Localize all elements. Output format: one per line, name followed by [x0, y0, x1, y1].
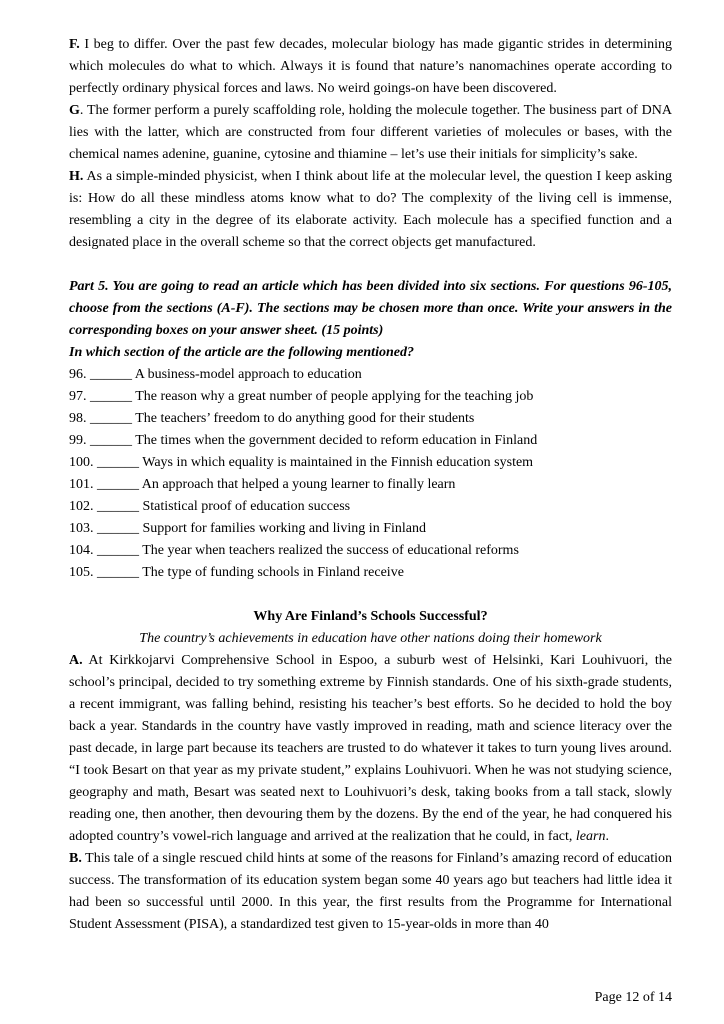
question-list — [69, 364, 672, 584]
section-letter: G — [69, 103, 80, 118]
paragraph-g — [69, 100, 672, 166]
question-item: 102. ______ Statistical proof of education success — [69, 499, 351, 514]
section-letter: A. — [69, 653, 83, 668]
paragraph-text: This tale of a single rescued child hints at some of the reasons for Finland’s amazing record of education success. The transformation of its education system began some 40 years ago but teachers had little idea it had been so successful until 2000. In this year, the first results from the Programme for International Student Assessment (PISA), a standardized test given to 15-year-olds in more than 40 — [69, 851, 672, 932]
document-page — [69, 34, 672, 936]
section-letter: B. — [69, 851, 82, 866]
question-item: 101. ______ An approach that helped a young learner to finally learn — [69, 477, 456, 492]
paragraph-f — [69, 34, 672, 100]
question-item: 104. ______ The year when teachers realized the success of educational reforms — [69, 543, 519, 558]
paragraph-text: I beg to differ. Over the past few decades, molecular biology has made gigantic strides in determining which molecules do what to which. Always it is found that nature’s nanomachines operate according to perfectly ordinary physical forces and laws. No weird goings-on have been discovered. — [69, 37, 672, 96]
question-item: 103. ______ Support for families working and living in Finland — [69, 521, 426, 536]
paragraph-b — [69, 848, 672, 936]
question-item: 105. ______ The type of funding schools in Finland receive — [69, 565, 404, 580]
section-letter: F. — [69, 37, 80, 52]
paragraph-end: . — [605, 829, 609, 844]
article-subtitle: The country’s achievements in education have other nations doing their homework — [139, 631, 602, 646]
paragraph-text: As a simple-minded physicist, when I think about life at the molecular level, the question I keep asking is: How do all these mindless atoms know what to do? The complexity of the living cell is immense, resembling a city in the degree of its elaborate activity. Each molecule has a specified function and a designated place in the overall scheme so that the correct objects get manufactured. — [69, 169, 672, 250]
paragraph-h — [69, 166, 672, 254]
page-number: Page 12 of 14 — [594, 990, 672, 1005]
question-item: 96. ______ A business-model approach to education — [69, 367, 362, 382]
question-item: 100. ______ Ways in which equality is maintained in the Finnish education system — [69, 455, 534, 470]
paragraph-a — [69, 650, 672, 848]
question-item: 98. ______ The teachers’ freedom to do anything good for their students — [69, 411, 475, 426]
question-item: 97. ______ The reason why a great number of people applying for the teaching job — [69, 389, 534, 404]
emphasis-text: learn — [575, 829, 606, 844]
article-title: Why Are Finland’s Schools Successful? — [253, 609, 488, 624]
paragraph-text: At Kirkkojarvi Comprehensive School in Espoo, a suburb west of Helsinki, Kari Louhivuori, the school’s principal, decided to try something extreme by Finnish standards. One of his sixth-grade students, a recent immigrant, was falling behind, resisting his teacher’s best efforts. So he decided to hold the boy back a year. Standards in the country have vastly improved in reading, math and science literacy over the past decade, in large part because its teachers are trusted to do whatever it takes to turn young lives around. “I took Besart on that year as my private student,” explains Louhivuori. When he was not studying science, geography and math, Besart was seated next to Louhivuori’s desk, taking books from a tall stack, slowly reading one, then another, then devouring them by the dozens. By the end of the year, he had conquered his adopted country’s vowel-rich language and arrived at the realization that he could, in fact, — [69, 653, 672, 844]
part5-question: In which section of the article are the following mentioned? — [69, 345, 414, 360]
section-letter: H. — [69, 169, 84, 184]
paragraph-text: . The former perform a purely scaffolding role, holding the molecule together. The business part of DNA lies with the latter, which are constructed from four different varieties of molecules or bases, with the chemical names adenine, guanine, cytosine and thiamine – let’s use their initials for simplicity’s sake. — [69, 103, 672, 162]
part5-instruction: Part 5. You are going to read an article which has been divided into six sections. For questions 96-105, choose from the sections (A-F). The sections may be chosen more than once. Write your answers in the corresponding boxes on your answer sheet. (15 points) — [69, 279, 672, 338]
question-item: 99. ______ The times when the government decided to reform education in Finland — [69, 433, 538, 448]
